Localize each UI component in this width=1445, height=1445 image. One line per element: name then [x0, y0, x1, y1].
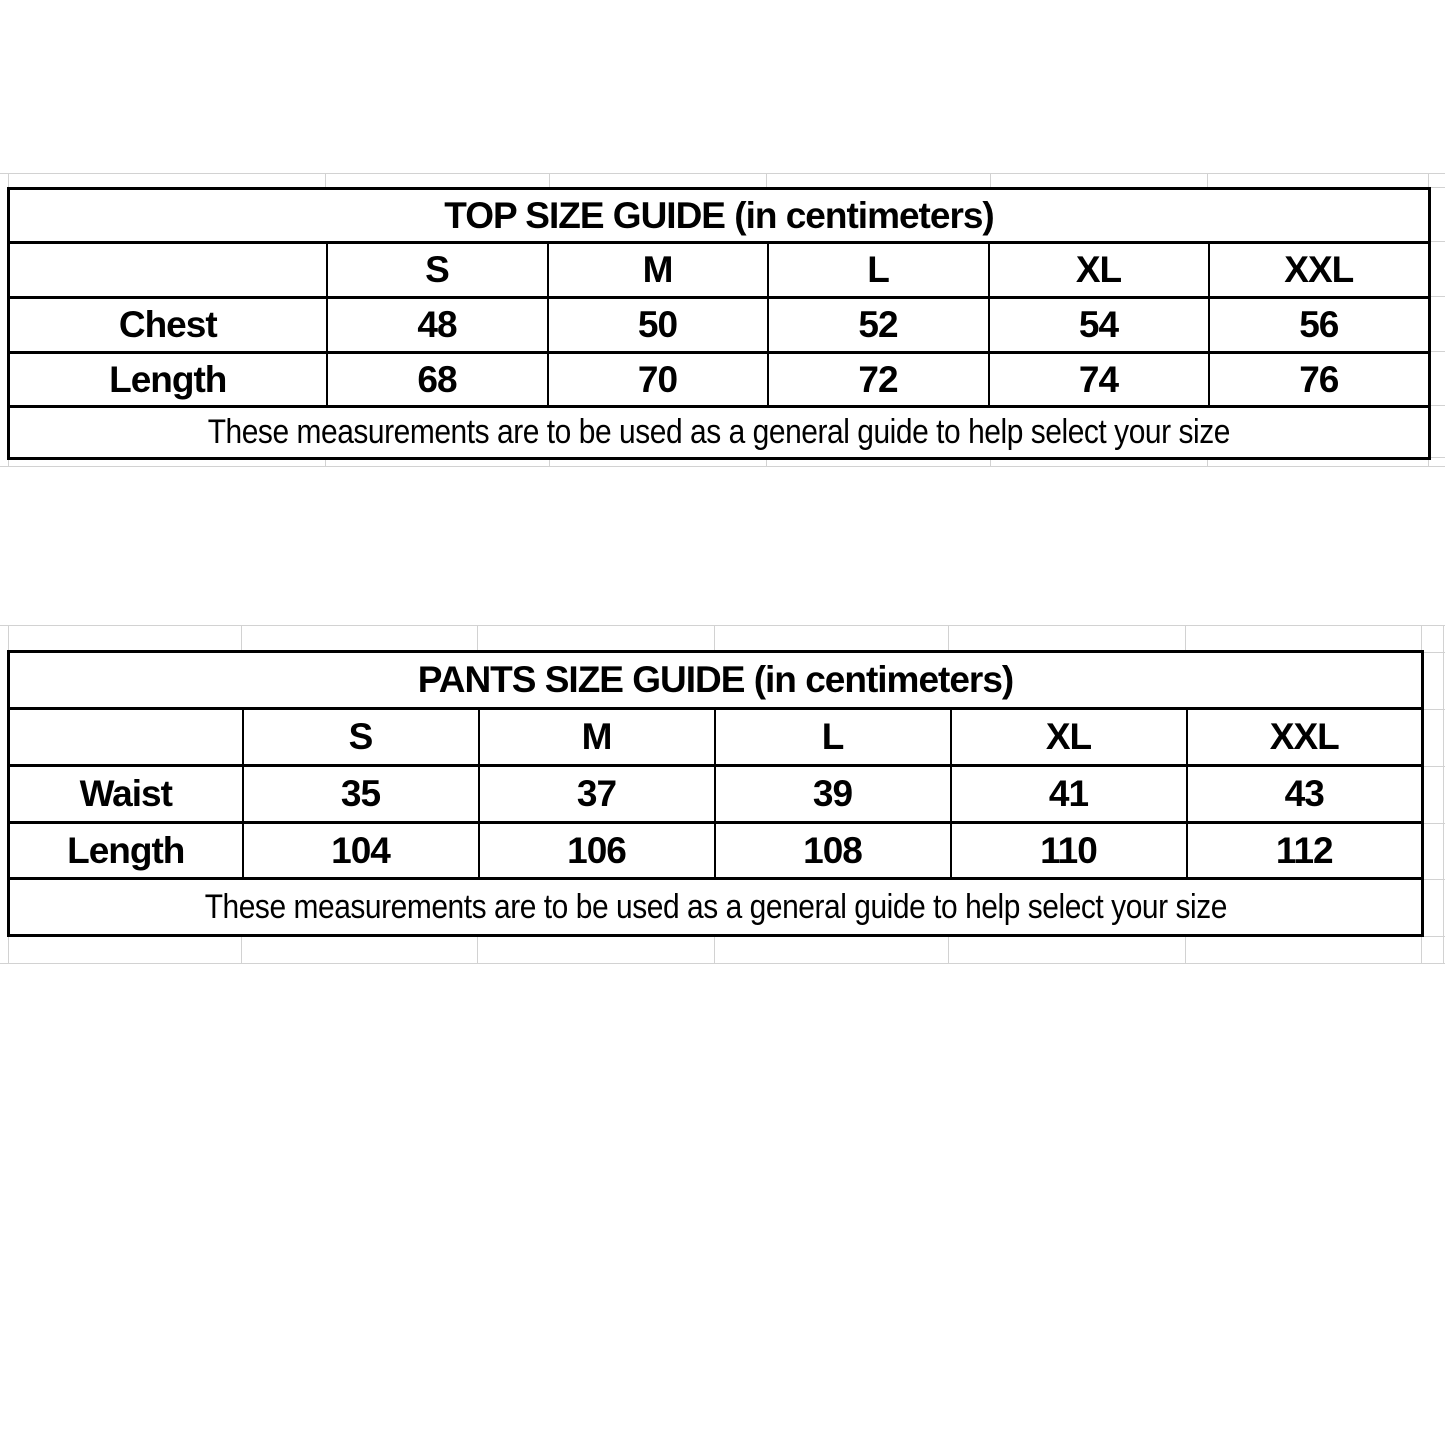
- size-header-cell: [548, 243, 768, 298]
- sheet-gridline: [990, 173, 991, 188]
- measurement-label: Length: [109, 358, 227, 400]
- size-value: 72: [858, 358, 898, 400]
- size-value-cell: [548, 298, 768, 353]
- sheet-gridline: [549, 173, 550, 188]
- size-header-label: S: [348, 716, 373, 757]
- size-value: 112: [1275, 829, 1333, 871]
- size-value: 74: [1078, 358, 1119, 400]
- size-value-cell: [327, 298, 548, 353]
- size-value-cell: [243, 823, 479, 879]
- size-value: 106: [567, 829, 626, 871]
- size-header-cell: [327, 243, 548, 298]
- measurement-label: Chest: [118, 304, 217, 345]
- size-value: 54: [1078, 304, 1119, 345]
- table-note-cell: [9, 407, 1430, 459]
- sheet-gridline: [1421, 936, 1445, 937]
- measurement-label: Waist: [79, 773, 172, 814]
- sheet-gridline: [8, 625, 9, 652]
- table-note: These measurements are to be used as a general guide to help select your size: [207, 413, 1231, 451]
- sheet-gridline: [1421, 709, 1445, 710]
- sheet-gridline: [714, 625, 715, 652]
- sheet-gridline: [241, 625, 242, 652]
- size-value: 35: [340, 773, 381, 814]
- sheet-gridline: [0, 466, 1445, 467]
- table-title: PANTS SIZE GUIDE (in centimeters): [417, 659, 1014, 700]
- table-title-row: [9, 652, 1423, 709]
- sheet-gridline: [1185, 936, 1186, 963]
- sheet-gridline: [8, 936, 9, 963]
- sheet-gridline: [1185, 625, 1186, 652]
- sheet-gridline: [477, 625, 478, 652]
- sheet-gridline: [1428, 173, 1429, 188]
- size-value-cell: [479, 823, 715, 879]
- sheet-gridline: [1421, 766, 1445, 767]
- size-value: 48: [417, 304, 457, 345]
- size-value: 50: [637, 304, 678, 345]
- table-note-row: [9, 879, 1423, 936]
- size-value-cell: [548, 353, 768, 407]
- measurement-label: Length: [67, 829, 185, 871]
- sheet-gridline: [1421, 879, 1445, 880]
- size-header-cell: [479, 709, 715, 766]
- measurement-row: [9, 298, 1430, 353]
- size-value-cell: [951, 766, 1187, 823]
- size-value: 108: [803, 829, 862, 871]
- sheet-gridline: [0, 625, 1445, 626]
- size-header-cell: [243, 709, 479, 766]
- sheet-gridline: [1443, 625, 1444, 963]
- size-header-label: L: [867, 249, 889, 290]
- measurement-row: [9, 766, 1423, 823]
- size-header-cell: [768, 243, 989, 298]
- size-header-row: [9, 243, 1430, 298]
- size-header-label: M: [642, 249, 673, 290]
- sheet-gridline: [477, 936, 478, 963]
- size-header-label: XXL: [1269, 716, 1339, 757]
- size-value: 110: [1040, 829, 1097, 871]
- sheet-gridline: [0, 963, 1445, 964]
- size-header-cell: [989, 243, 1209, 298]
- size-header-cell: [1187, 709, 1423, 766]
- size-value-cell: [768, 298, 989, 353]
- table-note-row: [9, 407, 1430, 459]
- size-value-cell: [1187, 823, 1423, 879]
- size-value-cell: [715, 823, 951, 879]
- size-value: 68: [417, 358, 457, 400]
- size-value-cell: [768, 353, 989, 407]
- table-title: TOP SIZE GUIDE (in centimeters): [444, 194, 994, 236]
- size-value: 76: [1299, 358, 1339, 400]
- sheet-gridline: [241, 936, 242, 963]
- sheet-gridline: [1421, 823, 1445, 824]
- size-header-label: L: [821, 716, 844, 757]
- table-title-cell: [9, 189, 1430, 243]
- measurement-label-cell: [9, 298, 327, 353]
- sheet-gridline: [948, 936, 949, 963]
- size-value: 41: [1048, 773, 1089, 814]
- measurement-row: [9, 353, 1430, 407]
- size-value-cell: [989, 298, 1209, 353]
- size-value-cell: [327, 353, 548, 407]
- size-value: 56: [1299, 304, 1339, 345]
- corner-cell: [9, 709, 243, 766]
- size-header-cell: [1209, 243, 1430, 298]
- sheet-gridline: [1421, 625, 1422, 652]
- measurement-label-cell: [9, 766, 243, 823]
- table-note: These measurements are to be used as a general guide to help select your size: [204, 887, 1227, 926]
- sheet-gridline: [1421, 936, 1422, 963]
- size-value-cell: [715, 766, 951, 823]
- size-header-label: XL: [1075, 249, 1122, 290]
- size-value-cell: [951, 823, 1187, 879]
- sheet-gridline: [714, 936, 715, 963]
- sheet-gridline: [0, 173, 1445, 174]
- sheet-gridline: [1421, 652, 1445, 653]
- size-header-label: M: [581, 716, 612, 757]
- size-value: 52: [858, 304, 898, 345]
- sheet-gridline: [8, 173, 9, 188]
- table-title-cell: [9, 652, 1423, 709]
- size-header-cell: [951, 709, 1187, 766]
- size-value-cell: [1187, 766, 1423, 823]
- table-title-row: [9, 189, 1430, 243]
- size-header-cell: [715, 709, 951, 766]
- sheet-gridline: [766, 173, 767, 188]
- size-value: 43: [1284, 773, 1324, 814]
- size-header-label: XXL: [1284, 249, 1354, 290]
- pants-size-guide-table: [7, 650, 1424, 937]
- size-header-label: S: [425, 249, 449, 290]
- size-value-cell: [1209, 298, 1430, 353]
- measurement-row: [9, 823, 1423, 879]
- size-value: 39: [812, 773, 853, 814]
- size-value: 70: [637, 358, 678, 400]
- table-note-cell: [9, 879, 1423, 936]
- top-size-guide-table: [7, 187, 1431, 460]
- size-value-cell: [479, 766, 715, 823]
- measurement-label-cell: [9, 823, 243, 879]
- sheet-gridline: [325, 173, 326, 188]
- size-value: 37: [576, 773, 617, 814]
- measurement-label-cell: [9, 353, 327, 407]
- size-header-row: [9, 709, 1423, 766]
- sheet-gridline: [948, 625, 949, 652]
- size-value-cell: [1209, 353, 1430, 407]
- size-header-label: XL: [1045, 716, 1092, 757]
- size-value: 104: [331, 829, 390, 871]
- size-value-cell: [243, 766, 479, 823]
- corner-cell: [9, 243, 327, 298]
- size-value-cell: [989, 353, 1209, 407]
- sheet-gridline: [1207, 173, 1208, 188]
